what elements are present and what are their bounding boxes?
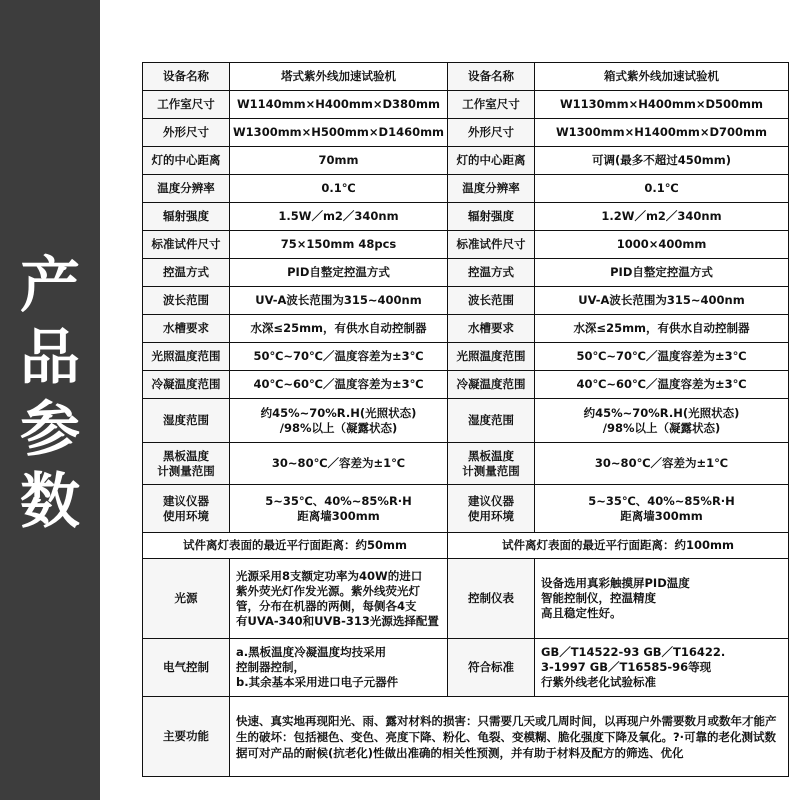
spec-label: 冷凝温度范围	[143, 371, 230, 399]
spec-label: 建议仪器 使用环境	[448, 485, 535, 533]
spec-value: PID自整定控温方式	[230, 259, 448, 287]
table-row	[143, 697, 789, 777]
spec-value: 水深≤25mm，有供水自动控制器	[230, 315, 448, 343]
electrical-text: a.黑板温度冷凝温度均技采用 控制器控制， b.其余基本采用进口电子元器件	[230, 639, 448, 697]
spec-label: 黑板温度 计测量范围	[143, 443, 230, 485]
table-row	[143, 175, 789, 203]
spec-value: 塔式紫外线加速试验机	[230, 63, 448, 91]
table-row	[143, 63, 789, 91]
main-function-text: 快速、真实地再现阳光、雨、露对材料的损害：只需要几天或几周时间，以再现户外需要数月或数年才能产生的破坏：包括褪色、变色、亮度下降、粉化、龟裂、变模糊、脆化强度下降及氧化。?·可靠的老化测试数据可对产品的耐候(抗老化)性做出准确的相关性预测，并有助于材料及配方的筛选、优化	[230, 697, 789, 777]
side-band	[0, 0, 100, 800]
spec-value: 1000×400mm	[535, 231, 789, 259]
spec-label: 控温方式	[143, 259, 230, 287]
spec-label: 灯的中心距离	[448, 147, 535, 175]
side-title-char: 数	[20, 467, 80, 537]
table-row	[143, 639, 789, 697]
standard-label: 符合标准	[448, 639, 535, 697]
spec-label: 冷凝温度范围	[448, 371, 535, 399]
table-row	[143, 315, 789, 343]
side-title-char: 参	[20, 395, 80, 465]
spec-label: 控温方式	[448, 259, 535, 287]
spec-value: UV-A波长范围为315~400nm	[535, 287, 789, 315]
standard-text: GB／T14522-93 GB／T16422. 3-1997 GB／T16585-96等现 行紫外线老化试验标准	[535, 639, 789, 697]
table-row	[143, 533, 789, 559]
spec-value: 40℃~60℃／温度容差为±3℃	[230, 371, 448, 399]
spec-value: W1140mm×H400mm×D380mm	[230, 91, 448, 119]
distance-left: 试件离灯表面的最近平行面距离：约50mm	[143, 533, 448, 559]
main-function-label: 主要功能	[143, 697, 230, 777]
spec-value: 约45%~70%R.H(光照状态) /98%以上（凝露状态)	[535, 399, 789, 443]
spec-label: 标准试件尺寸	[143, 231, 230, 259]
spec-value: 0.1℃	[230, 175, 448, 203]
spec-value: 70mm	[230, 147, 448, 175]
spec-value: W1300mm×H500mm×D1460mm	[230, 119, 448, 147]
control-meter-text: 设备选用真彩触摸屏PID温度 智能控制仪，控温精度 高且稳定性好。	[535, 559, 789, 639]
spec-value: W1300mm×H1400mm×D700mm	[535, 119, 789, 147]
spec-value: W1130mm×H400mm×D500mm	[535, 91, 789, 119]
spec-value: 箱式紫外线加速试验机	[535, 63, 789, 91]
spec-label: 灯的中心距离	[143, 147, 230, 175]
spec-label: 水槽要求	[448, 315, 535, 343]
table-row	[143, 371, 789, 399]
spec-label: 建议仪器 使用环境	[143, 485, 230, 533]
spec-value: 40℃~60℃／温度容差为±3℃	[535, 371, 789, 399]
spec-label: 辐射强度	[143, 203, 230, 231]
spec-label: 标准试件尺寸	[448, 231, 535, 259]
spec-table	[142, 62, 789, 777]
distance-right: 试件离灯表面的最近平行面距离：约100mm	[448, 533, 789, 559]
spec-value: 5~35℃、40%~85%R·H 距离墙300mm	[230, 485, 448, 533]
spec-value: 水深≤25mm，有供水自动控制器	[535, 315, 789, 343]
control-meter-label: 控制仪表	[448, 559, 535, 639]
spec-label: 设备名称	[143, 63, 230, 91]
spec-label: 设备名称	[448, 63, 535, 91]
side-title-char: 品	[20, 323, 80, 393]
spec-value: 50℃~70℃／温度容差为±3℃	[230, 343, 448, 371]
spec-label: 温度分辨率	[143, 175, 230, 203]
electrical-label: 电气控制	[143, 639, 230, 697]
spec-label: 湿度范围	[448, 399, 535, 443]
table-row	[143, 231, 789, 259]
table-row	[143, 287, 789, 315]
spec-label: 工作室尺寸	[448, 91, 535, 119]
spec-value: 50℃~70℃／温度容差为±3℃	[535, 343, 789, 371]
spec-label: 湿度范围	[143, 399, 230, 443]
spec-label: 外形尺寸	[143, 119, 230, 147]
table-row	[143, 259, 789, 287]
side-title-char: 产	[20, 251, 80, 321]
light-source-text: 光源采用8支额定功率为40W的进口 紫外荧光灯作发光源。紫外线荧光灯 管，分布在机器的两侧，每侧各4支 有UVA-340和UVB-313光源选择配置	[230, 559, 448, 639]
spec-label: 外形尺寸	[448, 119, 535, 147]
spec-value: 30~80℃／容差为±1℃	[535, 443, 789, 485]
table-row	[143, 147, 789, 175]
table-row	[143, 559, 789, 639]
side-title	[0, 250, 100, 538]
spec-label: 光照温度范围	[143, 343, 230, 371]
spec-label: 波长范围	[448, 287, 535, 315]
spec-value: 1.5W／m2／340nm	[230, 203, 448, 231]
spec-value: 30~80℃／容差为±1℃	[230, 443, 448, 485]
spec-value: 0.1℃	[535, 175, 789, 203]
spec-value: UV-A波长范围为315~400nm	[230, 287, 448, 315]
table-row	[143, 343, 789, 371]
spec-value: 约45%~70%R.H(光照状态) /98%以上（凝露状态)	[230, 399, 448, 443]
table-row	[143, 119, 789, 147]
table-row	[143, 485, 789, 533]
spec-value: 可调(最多不超过450mm)	[535, 147, 789, 175]
spec-label: 水槽要求	[143, 315, 230, 343]
spec-label: 辐射强度	[448, 203, 535, 231]
table-row	[143, 443, 789, 485]
spec-value: 75×150mm 48pcs	[230, 231, 448, 259]
spec-value: 5~35℃、40%~85%R·H 距离墙300mm	[535, 485, 789, 533]
spec-label: 黑板温度 计测量范围	[448, 443, 535, 485]
spec-label: 温度分辨率	[448, 175, 535, 203]
spec-value: 1.2W／m2／340nm	[535, 203, 789, 231]
spec-value: PID自整定控温方式	[535, 259, 789, 287]
spec-label: 工作室尺寸	[143, 91, 230, 119]
light-source-label: 光源	[143, 559, 230, 639]
spec-label: 光照温度范围	[448, 343, 535, 371]
table-row	[143, 203, 789, 231]
table-row	[143, 91, 789, 119]
spec-label: 波长范围	[143, 287, 230, 315]
table-row	[143, 399, 789, 443]
